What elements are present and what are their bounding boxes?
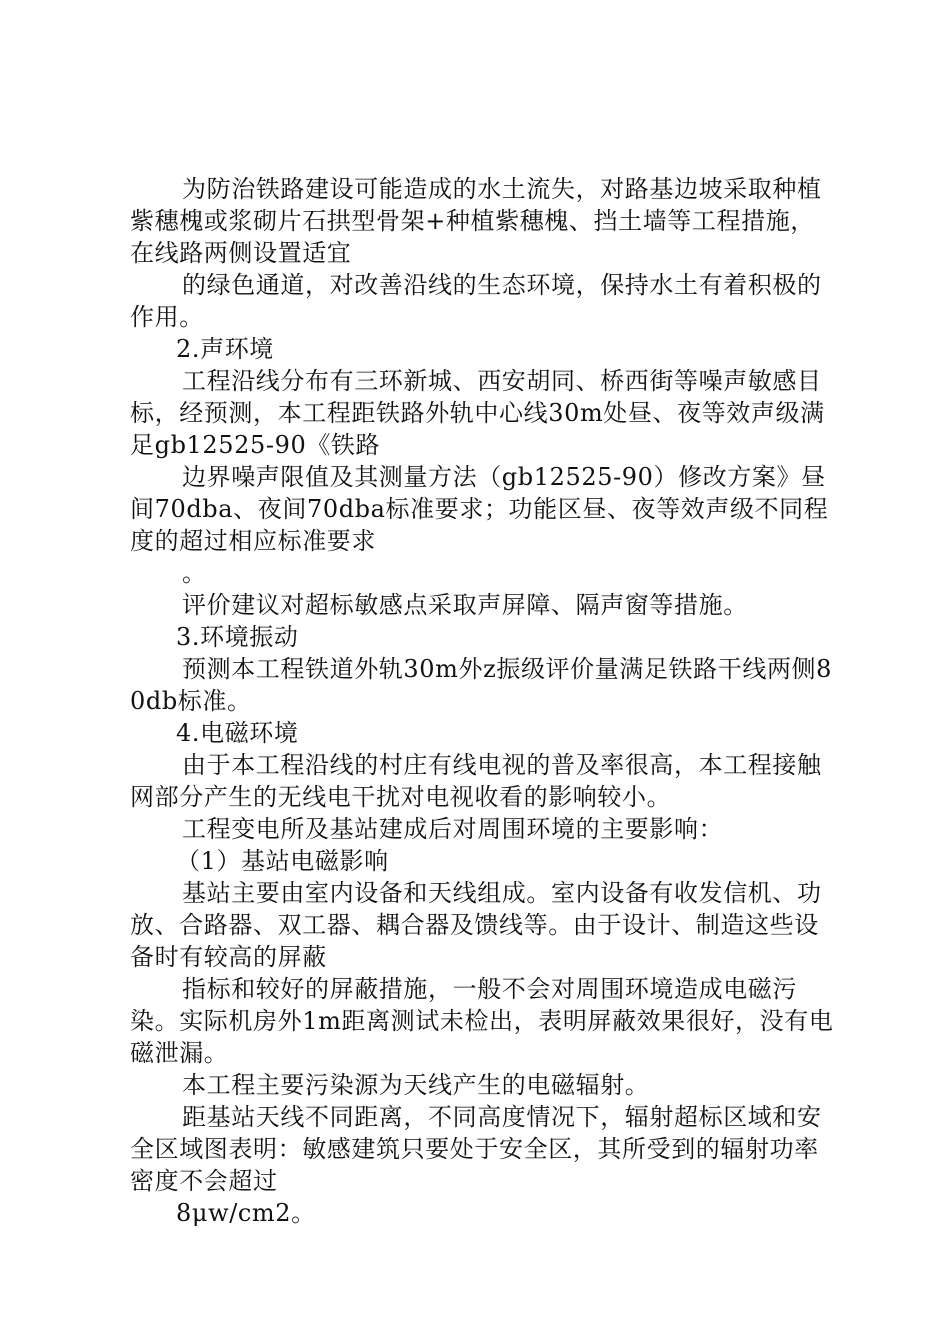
paragraph-green-corridor: 的绿色通道，对改善沿线的生态环境，保持水土有着积极的作用。 — [130, 271, 822, 331]
section-heading-electromagnetic: 4.电磁环境 — [176, 719, 299, 747]
paragraph-pollution-source: 本工程主要污染源为天线产生的电磁辐射。 — [182, 1071, 650, 1099]
subheading-base-station-em: （1）基站电磁影响 — [176, 847, 389, 875]
paragraph-noise-limits: 边界噪声限值及其测量方法（gb12525-90）修改方案》昼间70dba、夜间70dba标准要求；功能区昼、夜等效声级不同程度的超过相应标准要求 — [130, 463, 829, 555]
section-heading-sound-environment: 2.声环境 — [176, 335, 274, 363]
paragraph-shielding: 指标和较好的屏蔽措施，一般不会对周围环境造成电磁污染。实际机房外1m距离测试未检出，表明屏蔽效果很好，没有电磁泄漏。 — [130, 975, 834, 1067]
paragraph-power-density-value: 8μw/cm2。 — [176, 1199, 316, 1227]
paragraph-tv-interference: 由于本工程沿线的村庄有线电视的普及率很高，本工程接触网部分产生的无线电干扰对电视收看的影响较小。 — [130, 751, 822, 811]
paragraph-noise-targets: 工程沿线分布有三环新城、西安胡同、桥西街等噪声敏感目标，经预测，本工程距铁路外轨中心线30m处昼、夜等效声级满足gb12525-90《铁路 — [130, 367, 825, 459]
document-body — [130, 173, 835, 1229]
paragraph-base-station-composition: 基站主要由室内设备和天线组成。室内设备有收发信机、功放、合路器、双工器、耦合器及馈线等。由于设计、制造这些设备时有较高的屏蔽 — [130, 879, 822, 971]
paragraph-period: 。 — [182, 559, 207, 587]
paragraph-vibration-prediction: 预测本工程铁道外轨30m外z振级评价量满足铁路干线两侧80db标准。 — [130, 655, 833, 715]
paragraph-main-impacts: 工程变电所及基站建成后对周围环境的主要影响： — [182, 815, 724, 843]
section-heading-vibration: 3.环境振动 — [176, 623, 299, 651]
paragraph-soil-conservation: 为防治铁路建设可能造成的水土流失，对路基边坡采取种植紫穗槐或浆砌片石拱型骨架+种植紫穗槐、挡土墙等工程措施，在线路两侧设置适宜 — [130, 175, 822, 267]
paragraph-safety-zone: 距基站天线不同距离，不同高度情况下，辐射超标区域和安全区域图表明：敏感建筑只要处于安全区，其所受到的辐射功率密度不会超过 — [130, 1103, 822, 1195]
paragraph-noise-recommendation: 评价建议对超标敏感点采取声屏障、隔声窗等措施。 — [182, 591, 748, 619]
